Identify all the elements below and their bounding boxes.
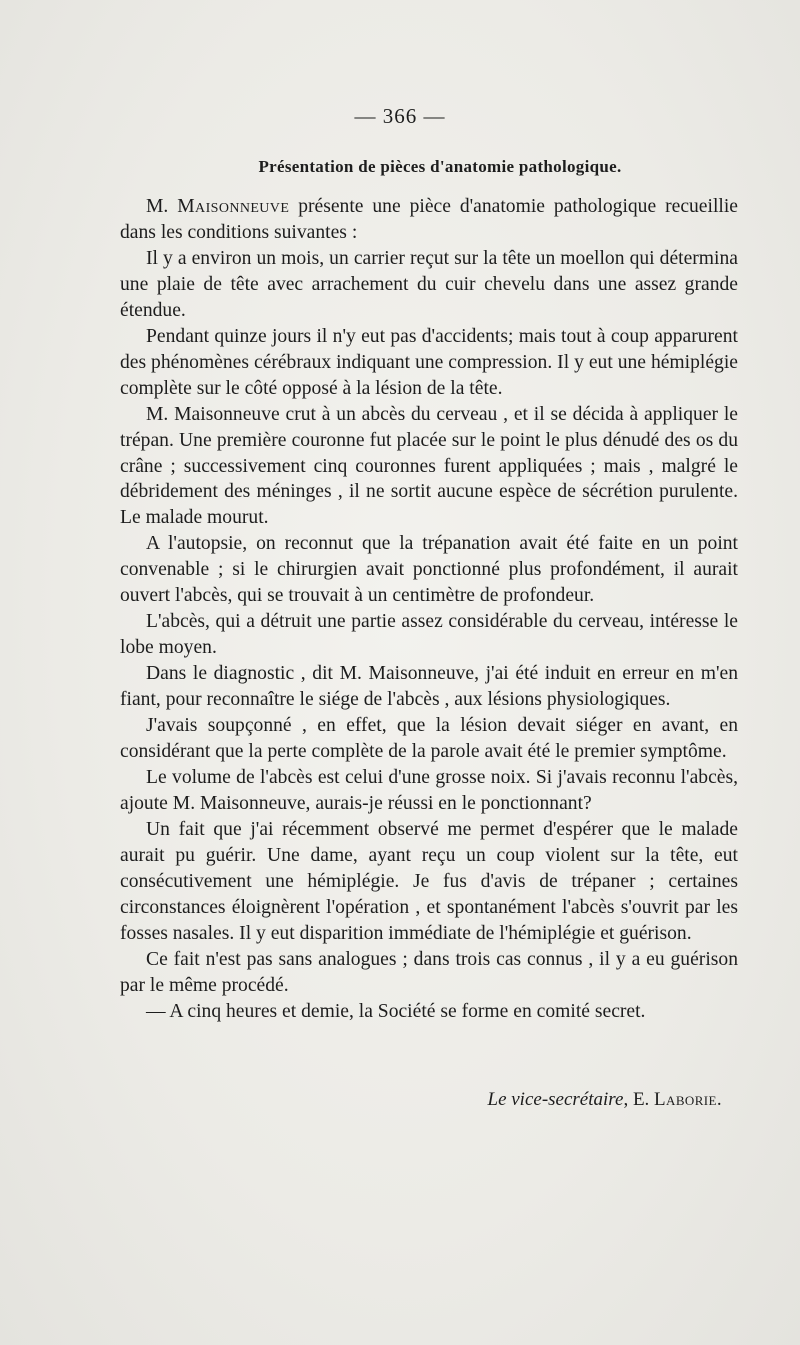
signature-initial: E. xyxy=(632,1089,655,1110)
paragraph-11: Ce fait n'est pas sans analogues ; dans trois cas connus , il y a eu guérison par le même procédé. xyxy=(120,948,738,996)
paragraph-12: — A cinq heures et demie, la Société se forme en comité secret. xyxy=(146,1000,646,1022)
paragraph-9: Le volume de l'abcès est celui d'une grosse noix. Si j'avais reconnu l'abcès, ajoute M. Maisonneuve, aurais-je réussi en le ponctionnant? xyxy=(120,766,738,814)
paragraph-1 xyxy=(120,194,738,246)
paragraph-3: Pendant quinze jours il n'y eut pas d'accidents; mais tout à coup apparurent des phénomènes cérébraux indiquant une compression. Il y eut une hémiplégie complète sur le côté opposé à la lésion de la tête. xyxy=(120,325,738,399)
page-number: — 366 — xyxy=(354,104,446,128)
paragraph-5: A l'autopsie, on reconnut que la trépanation avait été faite en un point convenable ; si le chirurgien avait ponctionné plus profondément, il aurait ouvert l'abcès, qui se trouvait à un centimètre de profondeur. xyxy=(120,533,738,607)
signature-separator: , xyxy=(623,1089,633,1110)
surgeon-name: Maisonneuve xyxy=(177,196,290,217)
paragraph-1-text: présente une pièce d'anatomie pathologique recueillie dans les conditions suivantes : xyxy=(120,196,738,243)
paragraph-7: Dans le diagnostic , dit M. Maisonneuve, j'ai été induit en erreur en m'en fiant, pour reconnaître le siége de l'abcès , aux lésions physiologiques. xyxy=(120,663,738,711)
paragraph-2: Il y a environ un mois, un carrier reçut sur la tête un moellon qui détermina une plaie de tête avec arrachement du cuir chevelu dans une assez grande étendue. xyxy=(120,247,738,321)
signature-role: Le vice-secrétaire xyxy=(487,1089,624,1110)
paragraph-1-lead: M. xyxy=(146,196,178,217)
signature-surname: Laborie. xyxy=(654,1089,722,1110)
article-body xyxy=(120,194,738,1025)
paragraph-4: M. Maisonneuve crut à un abcès du cerveau , et il se décida à appliquer le trépan. Une première couronne fut placée sur le point le plus dénudé des os du crâne ; successivement cinq couronnes furent appliquées ; mais , malgré le débridement des méninges , il ne sortit aucune espèce de sécrétion purulente. Le malade mourut. xyxy=(120,403,738,529)
paragraph-8: J'avais soupçonné , en effet, que la lésion devait siéger en avant, en considérant que la perte complète de la parole avait été le premier symptôme. xyxy=(120,715,738,763)
section-title: Présentation de pièces d'anatomie pathologique. xyxy=(258,157,622,176)
signature xyxy=(120,1089,722,1111)
paragraph-6: L'abcès, qui a détruit une partie assez considérable du cerveau, intéresse le lobe moyen. xyxy=(120,611,738,659)
paragraph-10: Un fait que j'ai récemment observé me permet d'espérer que le malade aurait pu guérir. Une dame, ayant reçu un coup violent sur la tête, eut consécutivement une hémiplégie. Je fus d'avis de trépaner ; certaines circonstances éloignèrent l'opération , et spontanément l'abcès s'ouvrit par les fosses nasales. Il y eut disparition immédiate de l'hémiplégie et guérison. xyxy=(120,818,738,944)
